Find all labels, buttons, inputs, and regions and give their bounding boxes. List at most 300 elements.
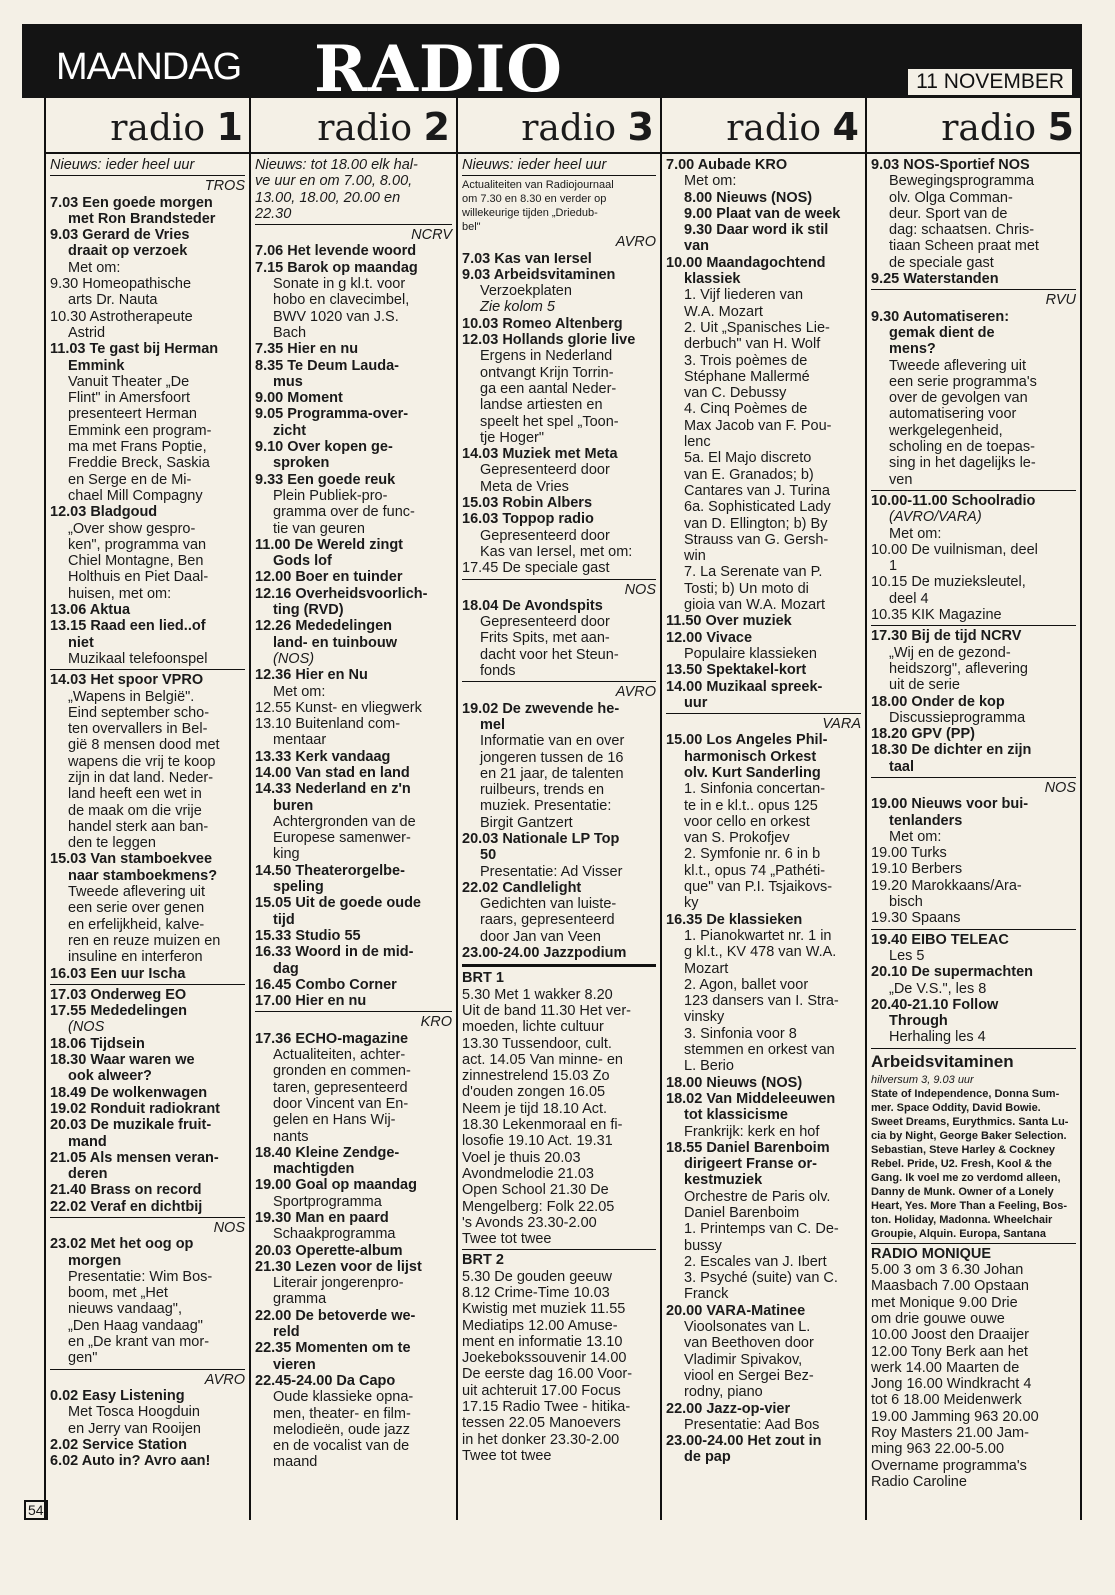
program-line: werk 14.00 Maarten de	[871, 1359, 1020, 1376]
program-line: lenc	[684, 434, 711, 451]
program-line: 0.02 Easy Listening	[50, 1387, 185, 1404]
program-line: ven	[889, 471, 913, 488]
program-line: wapens die vrij te koop	[68, 753, 216, 770]
program-line: que" van P.I. Tsjaikovs-	[684, 879, 833, 896]
program-line: 5.00 3 om 3 6.30 Johan	[871, 1262, 1024, 1279]
program-line: automatisering voor	[889, 406, 1017, 423]
program-line: 12.26 Mededelingen	[255, 618, 392, 635]
program-line: Neem je tijd 18.10 Act.	[462, 1100, 608, 1117]
program-line: en Jerry van Rooijen	[68, 1420, 201, 1437]
program-line: tie van geuren	[273, 520, 365, 537]
program-line: moeden, lichte cultuur	[462, 1019, 604, 1036]
program-line: 16.35 De klassieken	[666, 911, 803, 928]
program-line: De eerste dag 16.00 Voor-	[462, 1366, 633, 1383]
divider	[871, 929, 1076, 930]
program-line: van C. Debussy	[684, 385, 787, 402]
program-line: NOS	[624, 581, 656, 598]
program-line: dag: schaatsen. Chris-	[889, 222, 1035, 239]
column-radio-1	[46, 98, 251, 1520]
program-line: bel"	[462, 221, 481, 234]
program-line: melodieën, oude jazz	[273, 1421, 411, 1438]
program-line: huisen, met om:	[68, 585, 172, 602]
program-line: 17.36 ECHO-magazine	[255, 1030, 409, 1047]
program-line: 19.02 De zwevende he-	[462, 700, 620, 717]
divider	[871, 490, 1076, 491]
program-line: Met om:	[889, 828, 942, 845]
program-line: Sportprogramma	[273, 1193, 382, 1210]
column-radio-5	[867, 98, 1082, 1520]
program-line: olv. Olga Comman-	[889, 189, 1013, 206]
program-line: ook alweer?	[68, 1068, 152, 1085]
program-line: 8.12 Crime-Time 10.03	[462, 1285, 610, 1301]
column-heading: radio 3	[458, 98, 660, 154]
program-line: om 7.30 en 8.30 en verder op	[462, 193, 607, 206]
program-line: 2. Symfonie nr. 6 in b	[684, 846, 821, 863]
program-line: speling	[273, 879, 324, 896]
program-line: buren	[273, 797, 314, 814]
program-line: 22.30	[255, 205, 292, 222]
program-line: 20.03 De muzikale fruit-	[50, 1117, 212, 1134]
program-line: 14.00 Muzikaal spreek-	[666, 678, 823, 695]
program-line: van S. Prokofjev	[684, 830, 790, 847]
program-line: Gang. Ik voel me zo verdomd alleen,	[871, 1171, 1061, 1184]
program-line: 7.03 Een goede morgen	[50, 194, 213, 211]
program-line: Orchestre de Paris olv.	[684, 1188, 831, 1205]
program-line: presenteert Herman	[68, 406, 197, 423]
program-line: Avondmelodie 21.03	[462, 1165, 594, 1182]
program-line: taal	[889, 758, 914, 775]
program-line: Flint" in Amersfoort	[68, 390, 190, 407]
program-line: van	[684, 238, 709, 255]
program-line: Zie kolom 5	[480, 299, 555, 316]
program-line: nants	[273, 1128, 309, 1145]
program-line: win	[684, 548, 706, 565]
program-line: Schaakprogramma	[273, 1226, 396, 1243]
divider	[871, 289, 1076, 290]
program-line: cia by Night, George Baker Selection.	[871, 1129, 1067, 1142]
program-line: d'ouden zongen 16.05	[462, 1084, 606, 1101]
program-line: chael Mill Compagny	[68, 487, 203, 504]
program-line: handel sterk aan ban-	[68, 818, 209, 835]
program-line: Vioolsonates van L.	[684, 1319, 811, 1336]
program-line: land heeft een wet in	[68, 786, 202, 803]
program-line: Herhaling les 4	[889, 1029, 986, 1046]
program-line: 14.33 Nederland en z'n	[255, 781, 411, 798]
program-line: 18.55 Daniel Barenboim	[666, 1139, 830, 1156]
divider	[462, 681, 656, 682]
program-line: 12.36 Hier en Nu	[255, 667, 368, 684]
program-line: Bach	[273, 324, 307, 341]
program-line: tijd	[273, 911, 295, 928]
program-line: 12.00 Vivace	[666, 629, 753, 646]
program-line: 22.00 Jazz-op-vier	[666, 1400, 791, 1417]
program-line: stemmen en orkest van	[684, 1042, 835, 1059]
program-line: Europese samenwer-	[273, 830, 411, 847]
program-line: 16.03 Een uur Ischa	[50, 965, 186, 982]
program-line: Max Jacob van F. Pou-	[684, 417, 832, 434]
program-line: bussy	[684, 1237, 722, 1254]
program-line: 12.00 Tony Berk aan het	[871, 1343, 1028, 1360]
program-line: Tweede aflevering uit	[68, 884, 206, 901]
program-line: ten overvallers in Bel-	[68, 721, 208, 738]
program-line: State of Independence, Donna Sum-	[871, 1087, 1060, 1100]
program-line: W.A. Mozart	[684, 303, 763, 320]
program-line: 19.20 Marokkaans/Ara-	[871, 877, 1022, 894]
program-line: 13.50 Spektakel-kort	[666, 662, 807, 679]
program-line: 3. Psyché (suite) van C.	[684, 1270, 838, 1287]
program-line: dacht voor het Steun-	[480, 646, 619, 663]
program-line: Cantares van J. Turina	[684, 482, 830, 499]
program-line: Jong 16.00 Windkracht 4	[871, 1376, 1032, 1393]
program-line: boom, met „Het	[68, 1285, 168, 1302]
program-line: AVRO	[615, 234, 656, 251]
program-line: 12.16 Overheidsvoorlich-	[255, 585, 428, 602]
program-line: ting (RVD)	[273, 602, 344, 619]
program-line: 16.03 Toppop radio	[462, 511, 594, 528]
program-line: en Serge en de Mi-	[68, 471, 192, 488]
program-line: naar stamboekmens?	[68, 867, 218, 884]
program-line: gramma over de func-	[273, 504, 415, 521]
program-line: 9.30 Daar word ik stil	[684, 222, 829, 239]
program-line: Stéphane Mallermé	[684, 368, 810, 385]
program-line: Nieuws: tot 18.00 elk hal-	[255, 157, 418, 173]
program-line: 7.00 Aubade KRO	[666, 157, 788, 173]
program-line: 7.35 Hier en nu	[255, 341, 359, 358]
program-line: 9.05 Programma-over-	[255, 406, 409, 423]
program-line: 19.10 Berbers	[871, 861, 963, 878]
program-line: 15.03 Van stamboekvee	[50, 851, 213, 868]
program-line: Heart, Yes. More Than a Feeling, Bos-	[871, 1199, 1068, 1212]
program-line: 14.03 Muziek met Meta	[462, 446, 618, 463]
program-line: 22.35 Momenten om te	[255, 1340, 411, 1357]
program-line: 3. Trois poèmes de	[684, 352, 808, 369]
program-line: sing in het dagelijks le-	[889, 455, 1036, 472]
program-line: Presentatie: Aad Bos	[684, 1416, 820, 1433]
program-line: Gedichten van luiste-	[480, 896, 617, 913]
program-line: dirigeert Franse or-	[684, 1156, 817, 1173]
program-line: hilversum 3, 9.03 uur	[871, 1073, 974, 1086]
program-line: VARA	[822, 716, 861, 733]
program-line: Chiel Montagne, Ben	[68, 553, 204, 570]
program-line: niet	[68, 634, 94, 651]
program-line: 2.02 Service Station	[50, 1436, 188, 1453]
program-line: Emmink	[68, 357, 125, 374]
program-line: tje Hoger"	[480, 429, 544, 446]
program-line: Kas van Iersel, met om:	[480, 543, 633, 560]
program-line: 11.03 Te gast bij Herman	[50, 341, 219, 358]
program-line: AVRO	[615, 684, 656, 701]
program-line: 5.30 De gouden geeuw	[462, 1268, 612, 1285]
program-line: van Beethoven door	[684, 1335, 814, 1352]
program-line: 13.33 Kerk vandaag	[255, 748, 391, 765]
program-line: 13.00, 18.00, 20.00 en	[255, 189, 401, 206]
divider	[255, 224, 452, 225]
program-line: ga een aantal Neder-	[480, 380, 617, 397]
program-line: Gepresenteerd door	[480, 527, 610, 544]
program-line: derbuch" van H. Wolf	[684, 336, 821, 353]
divider	[50, 984, 245, 985]
program-line: Informatie van en over	[480, 733, 625, 750]
program-line: Twee tot twee	[462, 1231, 552, 1248]
program-line: zinnestrelend 15.03 Zo	[462, 1068, 610, 1085]
program-line: 22.02 Veraf en dichtbij	[50, 1198, 203, 1215]
program-line: 23.02 Met het oog op	[50, 1236, 194, 1253]
program-line: 19.30 Man en paard	[255, 1210, 389, 1226]
program-line: Groupie, Alquin. Europa, Santana	[871, 1227, 1046, 1240]
column-heading: radio 2	[251, 98, 456, 154]
program-line: 1. Pianokwartet nr. 1 in	[684, 927, 832, 944]
program-line: 23.00-24.00 Jazzpodium	[462, 945, 627, 962]
program-line: ton. Holiday, Madonna. Wheelchair	[871, 1213, 1053, 1226]
program-line: deel 4	[889, 590, 929, 607]
program-line: door Vincent van En-	[273, 1095, 409, 1112]
program-line: willekeurige tijden „Driedub-	[462, 207, 598, 220]
program-line: Mozart	[684, 960, 729, 977]
program-list	[871, 157, 1076, 1490]
program-line: en 21 jaar, de talenten	[480, 765, 624, 782]
program-line: Tweede aflevering uit	[889, 357, 1027, 374]
program-line: te in e kl.t.. opus 125	[684, 797, 818, 814]
program-line: losofie 19.10 Act. 19.31	[462, 1133, 613, 1150]
program-line: 12.55 Kunst- en vliegwerk	[255, 699, 422, 716]
program-line: Vanuit Theater „De	[68, 373, 190, 390]
program-line: 22.02 Candlelight	[462, 879, 582, 896]
program-line: landse artiesten en	[480, 397, 603, 414]
program-line: nieuws vandaag",	[68, 1301, 182, 1318]
program-line: Emmink een program-	[68, 422, 212, 439]
program-line: Franck	[684, 1286, 729, 1303]
program-line: Met om:	[889, 525, 942, 542]
program-line: met Ron Brandsteder	[68, 210, 216, 227]
program-line: gen"	[68, 1350, 98, 1367]
column-heading: radio 4	[662, 98, 865, 154]
program-line: 2. Uit „Spanisches Lie-	[684, 319, 830, 336]
program-line: 18.00 Nieuws (NOS)	[666, 1074, 803, 1091]
program-line: 19.00 Nieuws voor bui-	[871, 796, 1029, 813]
program-line: olv. Kurt Sanderling	[684, 764, 821, 781]
divider	[50, 175, 245, 176]
program-line: 16.45 Combo Corner	[255, 976, 397, 993]
program-line: 17.30 Bij de tijd NCRV	[871, 628, 1022, 645]
program-line: 23.00-24.00 Het zout in	[666, 1433, 822, 1450]
program-line: dag	[273, 960, 299, 977]
program-line: voor cello en orkest	[684, 813, 810, 830]
program-line: taren, gepresenteerd	[273, 1079, 408, 1096]
program-line: 6.02 Auto in? Avro aan!	[50, 1453, 211, 1470]
program-line: ken", programma van	[68, 536, 207, 553]
program-line: 18.30 Waar waren we	[50, 1052, 195, 1069]
program-line: Mengelberg: Folk 22.05	[462, 1198, 615, 1215]
program-line: Kwistig met muziek 11.55	[462, 1301, 626, 1318]
program-line: L. Berio	[684, 1058, 734, 1075]
program-line: 12.03 Hollands glorie live	[462, 332, 636, 349]
program-line: 14.00 Van stad en land	[255, 764, 410, 781]
program-line: de speciale gast	[889, 254, 994, 271]
program-line: tenlanders	[889, 812, 963, 829]
program-line: 9.30 Automatiseren:	[871, 308, 1010, 325]
program-line: Roy Masters 21.00 Jam-	[871, 1425, 1029, 1441]
program-line: 9.03 Gerard de Vries	[50, 227, 190, 244]
program-line: 16.33 Woord in de mid-	[255, 944, 414, 961]
program-line: land- en tuinbouw	[273, 634, 398, 651]
program-line: Gepresenteerd door	[480, 462, 610, 479]
column-radio-4	[662, 98, 867, 1520]
program-line: BRT 1	[462, 970, 504, 987]
program-line: KRO	[420, 1014, 452, 1031]
program-line: (AVRO/VARA)	[889, 509, 982, 526]
program-line: NOS	[213, 1220, 245, 1236]
program-line: van D. Ellington; b) By	[684, 515, 828, 532]
program-line: Mediatips 12.00 Amuse-	[462, 1317, 618, 1334]
program-line: muziek. Presentatie:	[480, 798, 612, 815]
program-line: (NOS)	[273, 650, 315, 667]
program-line: Meta de Vries	[480, 478, 569, 495]
program-line: 9.03 NOS-Sportief NOS	[871, 157, 1030, 173]
program-line: 18.04 De Avondspits	[462, 597, 603, 614]
program-line: Literair jongerenpro-	[273, 1275, 404, 1292]
program-line: 9.10 Over kopen ge-	[255, 439, 393, 456]
program-line: een serie programma's	[889, 373, 1037, 390]
program-line: 22.00 De betoverde we-	[255, 1307, 416, 1324]
program-line: hobo en clavecimbel,	[273, 292, 410, 309]
divider	[50, 669, 245, 670]
program-line: 18.20 GPV (PP)	[871, 726, 975, 743]
divider	[255, 1011, 452, 1012]
program-line: Voel je thuis 20.03	[462, 1149, 581, 1166]
program-line: 12.03 Bladgoud	[50, 504, 158, 521]
program-line: 15.00 Los Angeles Phil-	[666, 732, 828, 749]
program-line: insuline en interferon	[68, 949, 203, 966]
program-line: rodny, piano	[684, 1384, 763, 1401]
program-line: viool en Sergei Bez-	[684, 1367, 814, 1384]
program-line: 7.15 Barok op maandag	[255, 259, 418, 276]
program-line: Rebel. Pride, U2. Fresh, Kool & the	[871, 1157, 1052, 1170]
program-line: Twee tot twee	[462, 1447, 552, 1464]
program-line: 10.00 Maandagochtend	[666, 254, 826, 271]
program-line: Strauss van G. Gersh-	[684, 531, 829, 548]
program-line: 18.40 Kleine Zendge-	[255, 1144, 400, 1161]
program-line: Plein Publiek-pro-	[273, 487, 388, 504]
program-line: door Jan van Veen	[480, 928, 601, 945]
program-line: zijn in dat land. Neder-	[68, 769, 214, 786]
program-line: 19.00 Jamming 963 20.00	[871, 1408, 1039, 1425]
program-line: 21.40 Brass on record	[50, 1182, 202, 1199]
date-label: 11 NOVEMBER	[908, 69, 1072, 95]
program-line: 7.06 Het levende woord	[255, 243, 417, 260]
program-line: 14.50 Theaterorgelbe-	[255, 862, 405, 879]
program-line: 9.00 Moment	[255, 390, 343, 407]
program-line: TROS	[204, 178, 245, 195]
program-line: Birgit Gantzert	[480, 814, 573, 831]
program-line: een serie over genen	[68, 900, 205, 917]
program-line: NOS	[1044, 779, 1076, 796]
program-line: 11.00 De Wereld zingt	[255, 536, 404, 553]
program-line: 21.05 Als mensen veran-	[50, 1149, 219, 1166]
program-line: 1	[889, 558, 898, 575]
program-line: Astrid	[68, 324, 106, 341]
program-line: 9.03 Arbeidsvitaminen	[462, 266, 616, 283]
program-line: 18.30 De dichter en zijn	[871, 742, 1032, 759]
program-line: vinsky	[684, 1009, 725, 1026]
program-line: 10.35 KIK Magazine	[871, 607, 1002, 624]
program-line: arts Dr. Nauta	[68, 292, 158, 309]
program-line: 2. Agon, ballet voor	[684, 976, 809, 993]
program-line: 18.00 Onder de kop	[871, 693, 1005, 710]
divider	[462, 175, 656, 176]
program-line: Frits Spits, met aan-	[480, 630, 610, 647]
program-line: Ergens in Nederland	[480, 348, 613, 365]
program-line: Freddie Breck, Saskia	[68, 455, 210, 472]
divider	[871, 625, 1076, 626]
program-line: gemak dient de	[889, 324, 995, 341]
program-line: 5.30 Met 1 wakker 8.20	[462, 986, 613, 1003]
program-line: draait op verzoek	[68, 243, 188, 260]
program-line: 10.15 De muzieksleutel,	[871, 574, 1026, 591]
program-line: 7. La Serenate van P.	[684, 564, 823, 581]
program-line: scholing en de toepas-	[889, 439, 1035, 456]
program-line: Tosti; b) Un moto di	[684, 580, 809, 597]
program-line: de maak om die vrije	[68, 802, 202, 819]
program-line: deren	[68, 1166, 108, 1183]
program-line: en de vocalist van de	[273, 1438, 410, 1455]
program-line: vieren	[273, 1356, 316, 1373]
program-line: 9.30 Homeopathische	[50, 276, 192, 293]
program-list	[50, 157, 245, 1469]
program-line: Met om:	[684, 173, 737, 190]
program-line: Open School 21.30 De	[462, 1182, 609, 1199]
program-line: Nieuws: ieder heel uur	[50, 157, 195, 173]
program-line: 4. Cinq Poèmes de	[684, 401, 808, 418]
program-line: in het donker 23.30-2.00	[462, 1431, 620, 1448]
program-line: Les 5	[889, 947, 925, 964]
program-line: 9.00 Plaat van de week	[684, 205, 841, 222]
program-line: RADIO MONIQUE	[871, 1245, 992, 1262]
program-line: Sebastian, Steve Harley & Cockney	[871, 1143, 1056, 1156]
column-radio-3	[458, 98, 662, 1520]
program-line: tiaan Scheen praat met	[889, 238, 1039, 255]
program-line: „Den Haag vandaag"	[68, 1317, 203, 1334]
program-line: bisch	[889, 894, 923, 911]
program-line: AVRO	[204, 1371, 245, 1388]
program-line: 50	[480, 847, 497, 864]
program-line: 's Avonds 23.30-2.00	[462, 1214, 597, 1231]
program-line: Daniel Barenboim	[684, 1205, 800, 1221]
program-line: 2. Escales van J. Ibert	[684, 1253, 827, 1270]
program-line: 15.33 Studio 55	[255, 927, 361, 944]
program-line: en „De krant van mor-	[68, 1334, 210, 1351]
program-line: klassiek	[684, 271, 741, 288]
program-line: 18.06 Tijdsein	[50, 1035, 145, 1052]
program-line: act. 14.05 Van minne- en	[462, 1051, 623, 1068]
program-line: heidszorg", aflevering	[889, 660, 1028, 677]
program-line: Danny de Munk. Owner of a Lonely	[871, 1185, 1054, 1198]
program-line: mer. Space Oddity, David Bowie.	[871, 1101, 1041, 1114]
program-line: Bewegingsprogramma	[889, 173, 1035, 190]
program-line: uur	[684, 694, 708, 711]
program-line: gronden en commen-	[273, 1063, 411, 1080]
program-line: Oude klassieke opna-	[273, 1389, 414, 1406]
program-line: ky	[684, 895, 699, 912]
program-line: van E. Granados; b)	[684, 466, 814, 483]
program-line: 20.40-21.10 Follow	[871, 996, 999, 1013]
program-line: fonds	[480, 663, 516, 680]
program-line: 20.10 De supermachten	[871, 964, 1033, 981]
program-line: morgen	[68, 1252, 122, 1269]
program-line: mel	[480, 716, 505, 733]
program-line: mentaar	[273, 732, 327, 749]
program-line: 123 dansers van I. Stra-	[684, 993, 839, 1010]
program-line: 17.15 Radio Twee - hitika-	[462, 1399, 631, 1416]
